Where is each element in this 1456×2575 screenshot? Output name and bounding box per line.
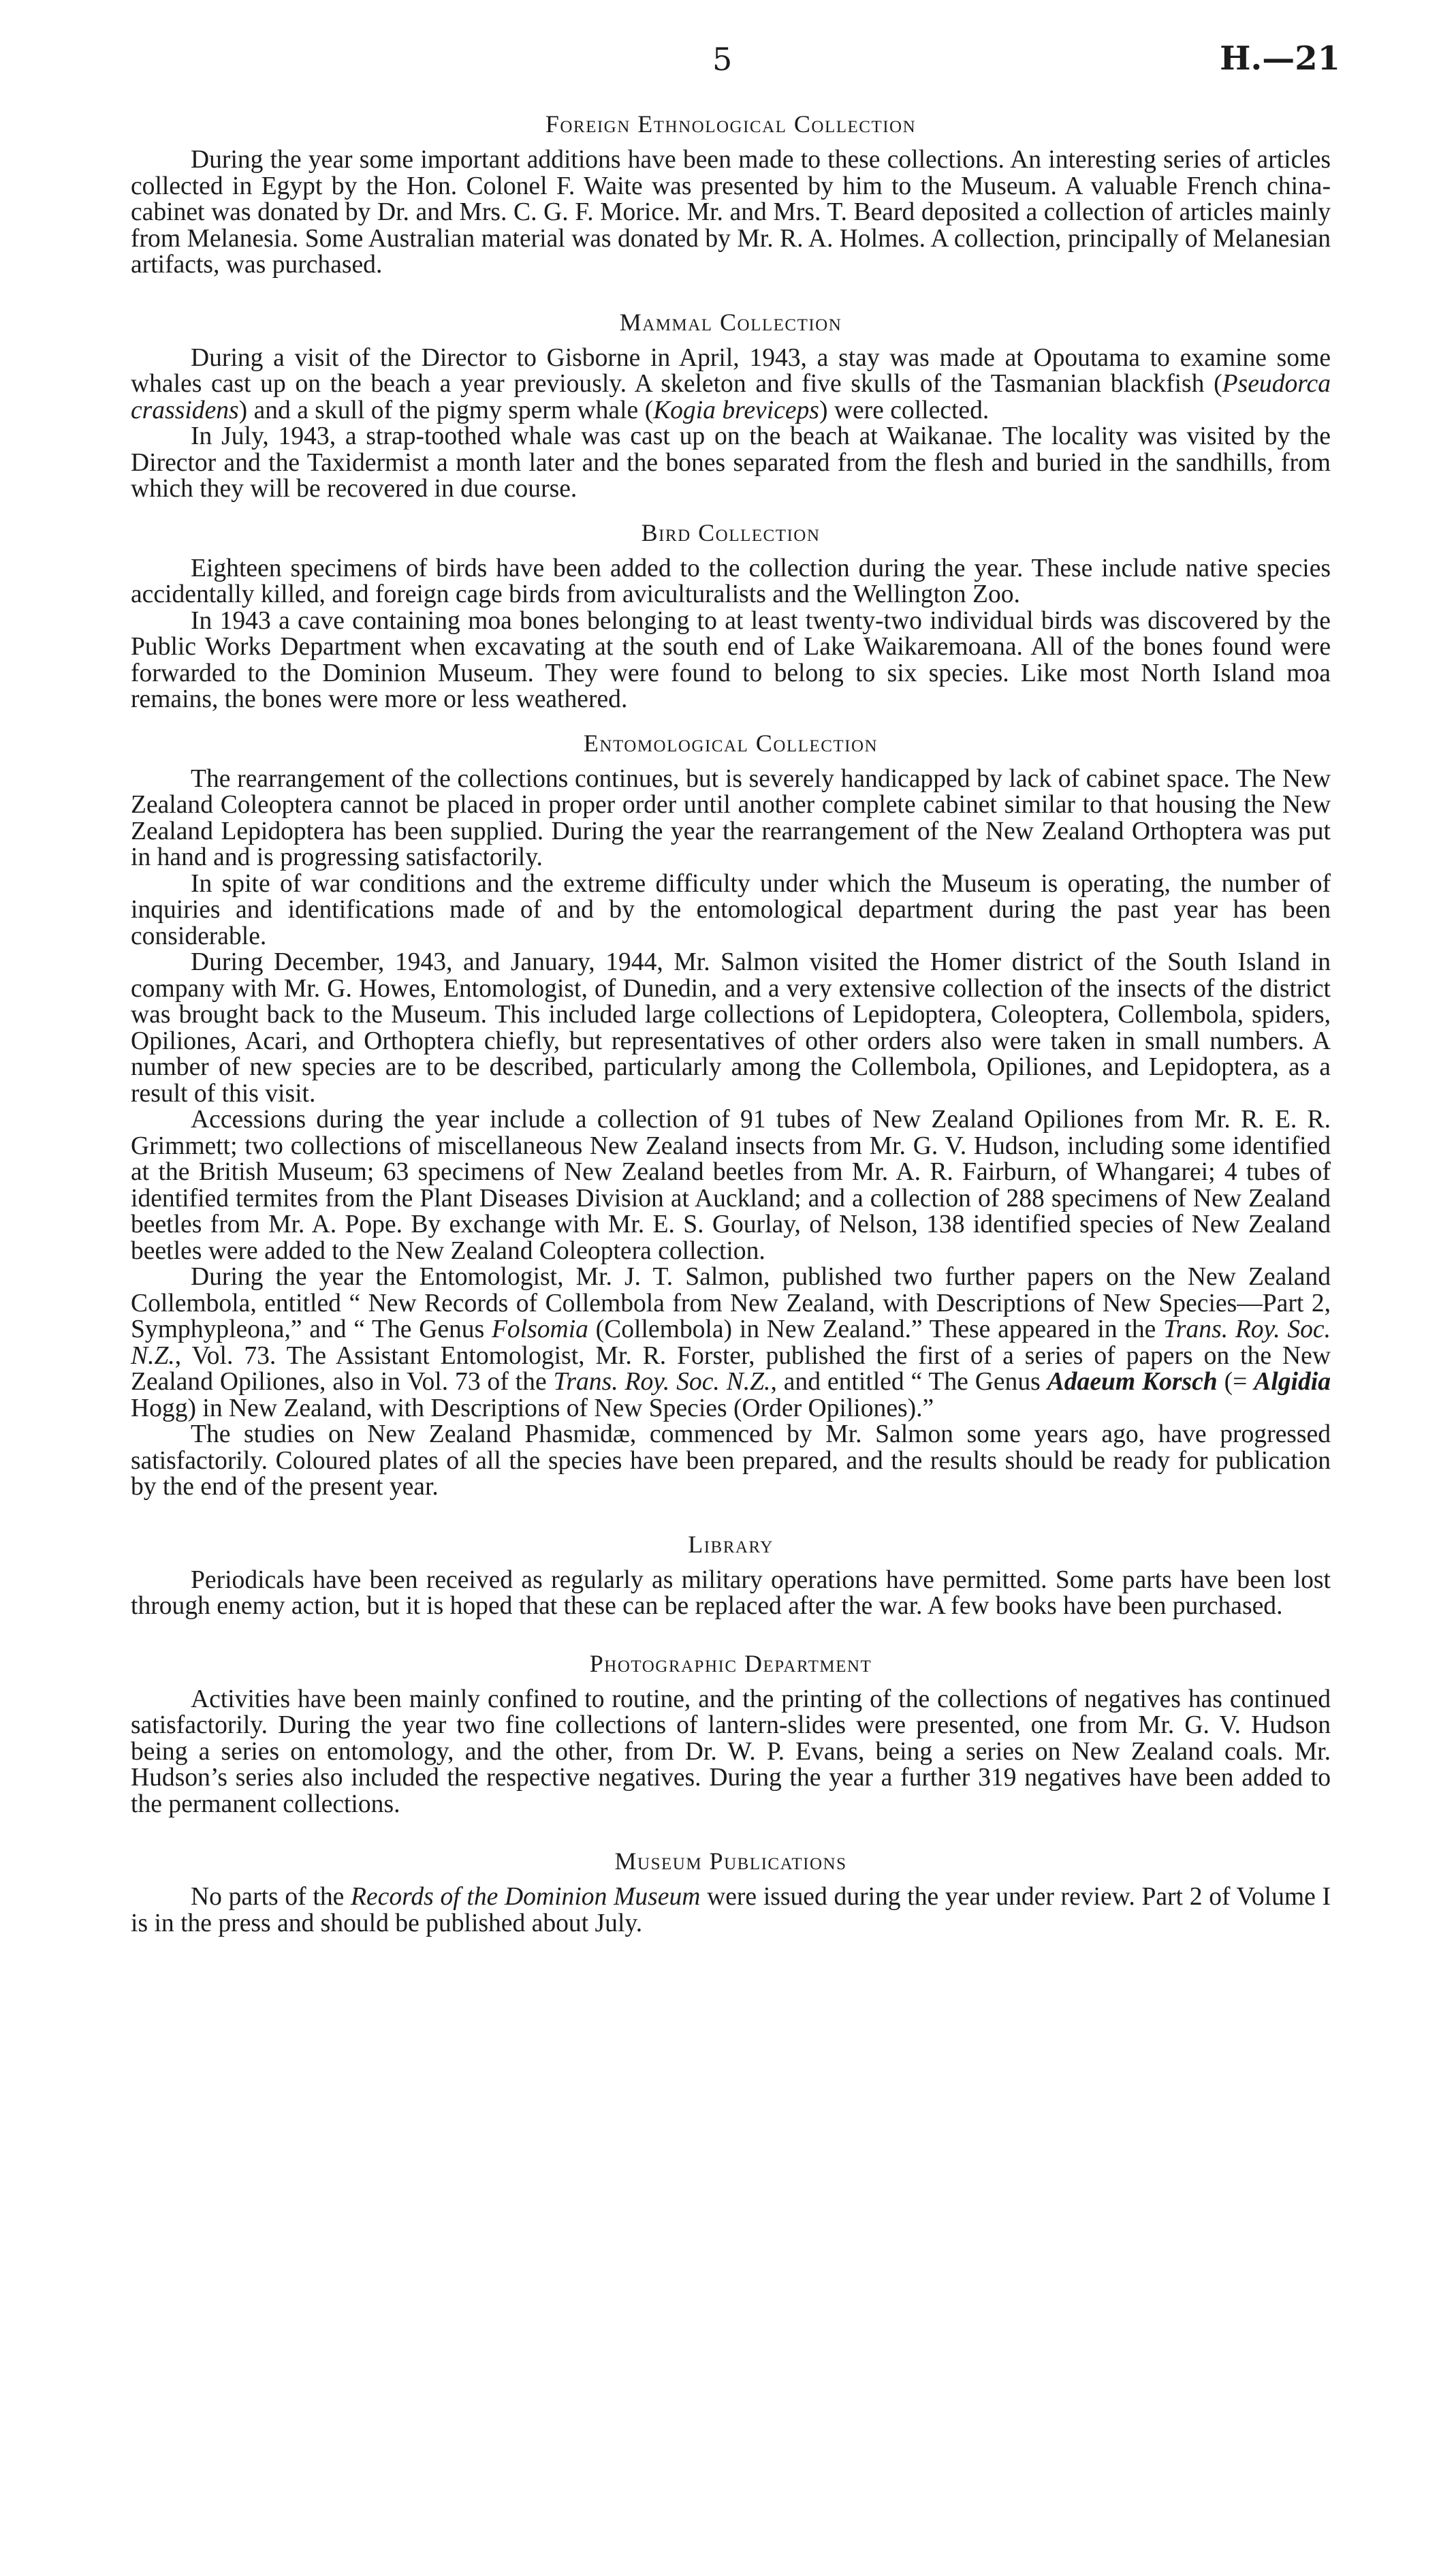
paragraph: In 1943 a cave containing moa bones belonging to at least twenty-two individual birds was discovered by the Public Works Department when excavating at the south end of Lake Waikaremoana. All of the bones found were forwarded to the Dominion Museum. They were found to belong to six species. Like most North Island moa remains, the bones were more or less weathered. (131, 606, 1331, 713)
section-heading: Bird Collection (641, 518, 821, 546)
paragraph: During a visit of the Director to Gisborne in April, 1943, a stay was made at Opoutama to examine some whales cast up on the beach a year previously. A skeleton and five skulls of the Tasmanian blackfish (Pseudorca crassidens) and a skull of the pigmy sperm whale (Kogia breviceps) were collected. (131, 343, 1331, 424)
section-entomological (131, 730, 1331, 1501)
section-foreign-ethnological (131, 110, 1331, 279)
paragraph: During December, 1943, and January, 1944, Mr. Salmon visited the Homer district of the South Island in company with Mr. G. Howes, Entomologist, of Dunedin, and a very extensive collection of the insects of the district was brought back to the Museum. This included large collections of Lepidoptera, Coleoptera, Collembola, spiders, Opiliones, Acari, and Orthoptera chiefly, but representatives of other orders also were taken in small numbers. A number of new species are to be described, particularly among the Collembola, Opiliones, and Lepidoptera, as a result of this visit. (131, 948, 1331, 1108)
section-museum-publications (131, 1847, 1331, 1937)
section-bird (131, 519, 1331, 713)
paragraph: In July, 1943, a strap-toothed whale was cast up on the beach at Waikanae. The locality was visited by the Director and the Taxidermist a month later and the bones separated from the flesh and buried in the sandhills, from which they will be recovered in due course. (131, 422, 1331, 503)
section-library (131, 1531, 1331, 1620)
paragraph: The rearrangement of the collections continues, but is severely handicapped by lack of cabinet space. The New Zealand Coleoptera cannot be placed in proper order until another complete cabinet similar to that housing the New Zealand Lepidoptera has been supplied. During the year the rearrangement of the New Zealand Orthoptera was put in hand and is progressing satisfactorily. (131, 764, 1331, 871)
paragraph: Eighteen specimens of birds have been added to the collection during the year. These include native species accidentally killed, and foreign cage birds from aviculturalists and the Wellington Zoo. (131, 554, 1331, 608)
section-mammal (131, 309, 1331, 503)
section-heading: Mammal Collection (619, 308, 842, 336)
paragraph: During the year some important additions have been made to these collections. An interesting series of articles collected in Egypt by the Hon. Colonel F. Waite was presented by him to the Museum. A valuable French china-cabinet was donated by Dr. and Mrs. C. G. F. Morice. Mr. and Mrs. T. Beard deposited a collection of articles mainly from Melanesia. Some Australian material was donated by Mr. R. A. Holmes. A collection, principally of Melanesian artifacts, was purchased. (131, 146, 1331, 279)
paragraph: In spite of war conditions and the extreme difficulty under which the Museum is operating, the number of inquiries and identifications made of and by the entomological department during the past year has been considerable. (131, 869, 1331, 950)
page-number: 5 (712, 41, 733, 78)
document-reference: H.—21 (1220, 40, 1340, 78)
paragraph: During the year the Entomologist, Mr. J. T. Salmon, published two further papers on the New Zealand Collembola, entitled “ New Records of Collembola from New Zealand, with Descriptions of New Species—Part 2, Symphypleona,” and “ The Genus Folsomia (Collembola) in New Zealand.” These appeared in the Trans. Roy. Soc. N.Z., Vol. 73. The Assistant Entomologist, Mr. R. Forster, published the first of a series of papers on the New Zealand Opiliones, also in Vol. 73 of the Trans. Roy. Soc. N.Z., and entitled “ The Genus Adaeum Korsch (= Algidia Hogg) in New Zealand, with Descriptions of New Species (Order Opiliones).” (131, 1263, 1331, 1422)
paragraph: Activities have been mainly confined to routine, and the printing of the collections of negatives has continued satisfactorily. During the year two fine collections of lantern-slides were presented, one from Mr. G. V. Hudson being a series on entomology, and the other, from Dr. W. P. Evans, being a series on New Zealand coals. Mr. Hudson’s series also included the respective negatives. During the year a further 319 negatives have been added to the permanent collections. (131, 1685, 1331, 1818)
section-heading: Library (688, 1530, 774, 1558)
page-header (0, 33, 1456, 87)
section-photographic (131, 1650, 1331, 1818)
section-heading: Museum Publications (614, 1847, 847, 1875)
document-body (131, 110, 1331, 1937)
paragraph: No parts of the Records of the Dominion Museum were issued during the year under review. Part 2 of Volume I is in the press and should be published about July. (131, 1883, 1331, 1937)
section-heading: Photographic Department (589, 1649, 872, 1677)
section-heading: Foreign Ethnological Collection (545, 110, 917, 138)
section-heading: Entomological Collection (583, 729, 879, 757)
paragraph: Accessions during the year include a collection of 91 tubes of New Zealand Opiliones from Mr. R. E. R. Grimmett; two collections of miscellaneous New Zealand insects from Mr. G. V. Hudson, including some identified at the British Museum; 63 specimens of New Zealand beetles from Mr. A. R. Fairburn, of Whangarei; 4 tubes of identified termites from the Plant Diseases Division at Auckland; and a collection of 288 specimens of New Zealand beetles from Mr. A. Pope. By exchange with Mr. E. S. Gourlay, of Nelson, 138 identified species of New Zealand beetles were added to the New Zealand Coleoptera collection. (131, 1106, 1331, 1265)
paragraph: The studies on New Zealand Phasmidæ, commenced by Mr. Salmon some years ago, have progressed satisfactorily. Coloured plates of all the species have been prepared, and the results should be ready for publication by the end of the present year. (131, 1420, 1331, 1501)
paragraph: Periodicals have been received as regularly as military operations have permitted. Some parts have been lost through enemy action, but it is hoped that these can be replaced after the war. A few books have been purchased. (131, 1565, 1331, 1620)
